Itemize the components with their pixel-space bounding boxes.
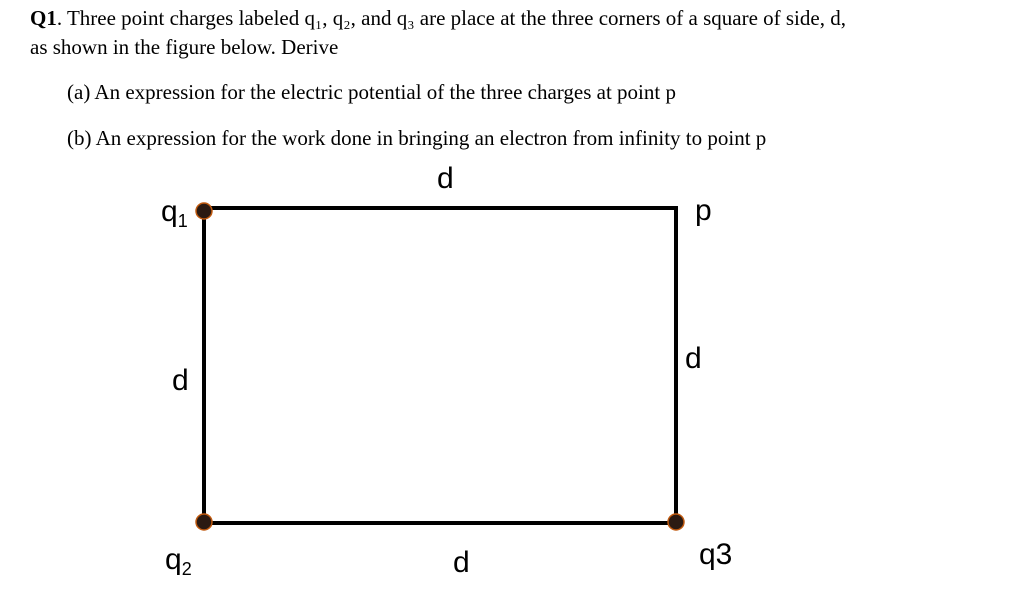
q2-label-sub: 2 bbox=[181, 559, 192, 579]
point-p-label: p bbox=[695, 194, 712, 227]
question-line-2: as shown in the figure below. Derive bbox=[30, 35, 339, 59]
part-a-text: (a) An expression for the electric potential of the three charges at point p bbox=[67, 80, 676, 104]
charge-q2-dot bbox=[196, 514, 212, 530]
q1-label-base: q bbox=[161, 195, 178, 228]
top-side-label: d bbox=[437, 162, 454, 195]
q1-label bbox=[161, 195, 188, 229]
q2-label bbox=[165, 543, 192, 577]
left-side-label: d bbox=[172, 364, 189, 397]
question-number: Q1 bbox=[30, 6, 57, 30]
question-line-1: . Three point charges labeled q₁, q₂, and q₃ are place at the three corners of a square of side, d, bbox=[56, 6, 846, 30]
charge-q1-dot bbox=[196, 203, 212, 219]
q3-label: q3 bbox=[699, 538, 733, 571]
q1-label-sub: 1 bbox=[177, 211, 188, 231]
part-b-text: (b) An expression for the work done in bringing an electron from infinity to point p bbox=[67, 126, 767, 150]
charge-q3-dot bbox=[668, 514, 684, 530]
right-side-label: d bbox=[685, 342, 702, 375]
bottom-side-label: d bbox=[453, 546, 470, 579]
q2-label-base: q bbox=[165, 543, 182, 576]
square-outline bbox=[204, 208, 676, 523]
